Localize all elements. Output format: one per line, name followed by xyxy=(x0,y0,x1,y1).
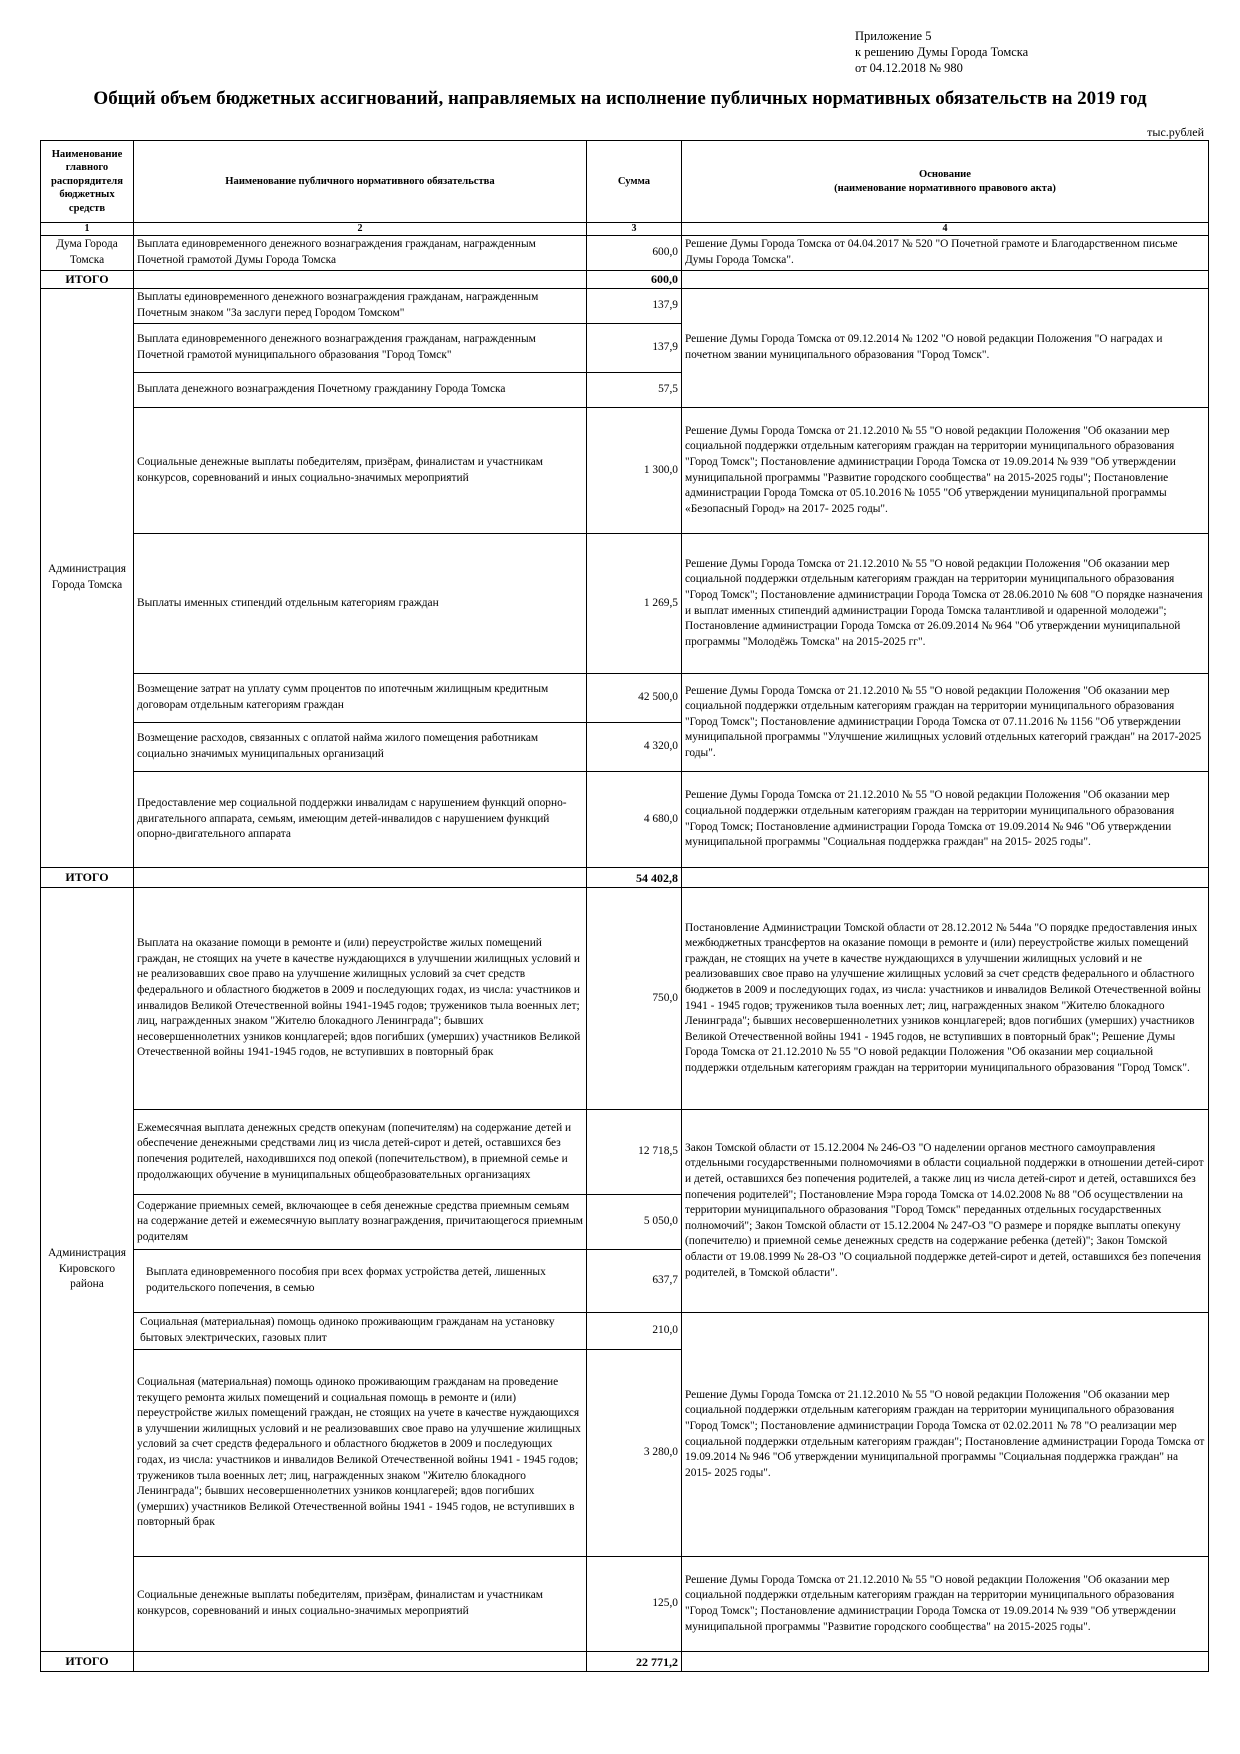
obligation-name: Социальные денежные выплаты победителям, призёрам, финалистам и участникам конкурсов, соревнований и иных социально-значимых мероприятий xyxy=(134,1557,587,1652)
obligation-sum: 600,0 xyxy=(587,236,682,271)
table-row xyxy=(41,772,1209,868)
table-row xyxy=(41,236,1209,271)
obligation-name: Выплата денежного вознаграждения Почетному гражданину Города Томска xyxy=(134,373,587,408)
header-basis-line: (наименование нормативного правового акта) xyxy=(834,182,1056,194)
obligation-sum: 210,0 xyxy=(587,1313,682,1350)
header-col-sum: Сумма xyxy=(587,141,682,223)
obligation-sum: 3 280,0 xyxy=(587,1350,682,1557)
header-col-obligation: Наименование публичного нормативного обязательства xyxy=(134,141,587,223)
obligation-sum: 637,7 xyxy=(587,1250,682,1313)
col-number: 3 xyxy=(587,223,682,236)
distributor-name: Администрация Кировского района xyxy=(41,888,134,1652)
obligation-sum: 4 680,0 xyxy=(587,772,682,868)
obligation-sum: 57,5 xyxy=(587,373,682,408)
total-row xyxy=(41,271,1209,289)
total-row xyxy=(41,1652,1209,1672)
obligation-sum: 1 300,0 xyxy=(587,408,682,534)
obligation-name: Ежемесячная выплата денежных средств опекунам (попечителям) на содержание детей и обеспечение денежными средствами лиц из числа детей-сирот и детей, оставшихся без попечения родителей, находившихся под опекой (попечительством), в приемной семье и продолжающих обучение в муниципальных общеобразовательных организациях xyxy=(134,1110,587,1195)
total-empty xyxy=(682,1652,1209,1672)
total-empty xyxy=(134,868,587,888)
obligation-name: Предоставление мер социальной поддержки инвалидам с нарушением функций опорно-двигательного аппарата, семьям, имеющим детей-инвалидов с нарушением функций опорно-двигательного аппарата xyxy=(134,772,587,868)
header-col-basis xyxy=(682,141,1209,223)
obligation-name: Выплаты именных стипендий отдельным категориям граждан xyxy=(134,534,587,674)
header-col-distributor: Наименование главного распорядителя бюджетных средств xyxy=(41,141,134,223)
column-number-row xyxy=(41,223,1209,236)
table-row xyxy=(41,1110,1209,1195)
table-row xyxy=(41,674,1209,723)
obligation-sum: 137,9 xyxy=(587,289,682,324)
header-basis-line: Основание xyxy=(918,169,971,180)
obligation-sum: 4 320,0 xyxy=(587,723,682,772)
table-row xyxy=(41,408,1209,534)
obligation-name: Возмещение расходов, связанных с оплатой найма жилого помещения работникам социально значимых муниципальных организаций xyxy=(134,723,587,772)
col-number: 1 xyxy=(41,223,134,236)
obligations-table xyxy=(40,140,1209,1672)
obligation-name: Социальная (материальная) помощь одиноко проживающим гражданам на проведение текущего ремонта жилых помещений и социальная помощь в ремонте и (или) переустройстве жилых помещений граждан, не стоящих на учете в качестве нуждающихся в улучшении жилищных условий и не реализовавших свое право на улучшение жилищных условий за счет средств федерального и областного бюджетов в 2009 и последующих годах, из числа: участников и инвалидов Великой Отечественной войны 1941 - 1945 годов; тружеников тыла военных лет; лиц, награжденных знаком "Жителю блокадного Ленинграда"; бывших несовершеннолетних узников концлагерей; вдов погибших (умерших) участников Великой Отечественной войны 1941 - 1945 годов, не вступивших в повторный брак xyxy=(134,1350,587,1557)
obligation-sum: 750,0 xyxy=(587,888,682,1110)
obligation-name: Социальная (материальная) помощь одиноко проживающим гражданам на установку бытовых электрических, газовых плит xyxy=(134,1313,587,1350)
obligation-name: Выплата единовременного денежного вознаграждения гражданам, награжденным Почетной грамотой муниципального образования "Город Томск" xyxy=(134,324,587,373)
obligation-name: Выплата на оказание помощи в ремонте и (или) переустройстве жилых помещений граждан, не стоящих на учете в качестве нуждающихся в улучшении жилищных условий и не реализовавших свое право на улучшение жилищных условий за счет средств федерального и областного бюджетов в 2009 и последующих годах, из числа: участников и инвалидов Великой Отечественной войны 1941-1945 годов; тружеников тыла военных лет; лиц, награжденных знаком "Жителю блокадного Ленинграда"; бывших несовершеннолетних узников концлагерей; вдов погибших (умерших) участников Великой Отечественной войны 1941-1945 годов, не вступивших в повторный брак xyxy=(134,888,587,1110)
document-title: Общий объем бюджетных ассигнований, направляемых на исполнение публичных нормативных обязательств на 2019 год xyxy=(93,88,1147,109)
legal-basis: Решение Думы Города Томска от 21.12.2010 № 55 "О новой редакции Положения "Об оказании мер социальной поддержки отдельным категориям граждан на территории муниципального образования "Город Томск"; Постановление администрации Города Томска от 28.06.2010 № 608 "О порядке назначения и выплат именных стипендий администрации Города Томска талантливой и одаренной молодежи"; Постановление администрации Города Томска от 26.09.2014 № 964 "Об утверждении муниципальной программы "Молодёжь Томска" на 2015-2025 гг". xyxy=(682,534,1209,674)
appendix-line: от 04.12.2018 № 980 xyxy=(855,61,963,75)
legal-basis: Решение Думы Города Томска от 09.12.2014 № 1202 "О новой редакции Положения "О наградах и почетном звании муниципального образования "Город Томск". xyxy=(682,289,1209,408)
obligation-name: Выплата единовременного пособия при всех формах устройства детей, лишенных родительского попечения, в семью xyxy=(134,1250,587,1313)
units-label: тыс.рублей xyxy=(1147,125,1204,139)
obligation-name: Возмещение затрат на уплату сумм процентов по ипотечным жилищным кредитным договорам отдельным категориям граждан xyxy=(134,674,587,723)
col-number: 2 xyxy=(134,223,587,236)
total-empty xyxy=(134,271,587,289)
obligation-name: Содержание приемных семей, включающее в себя денежные средства приемным семьям на содержание детей и ежемесячную выплату вознаграждения, причитающегося приемным родителям xyxy=(134,1195,587,1250)
distributor-name: Администрация Города Томска xyxy=(41,289,134,868)
obligation-sum: 5 050,0 xyxy=(587,1195,682,1250)
appendix-note xyxy=(855,28,1028,76)
total-label: ИТОГО xyxy=(41,271,134,289)
distributor-name: Дума Города Томска xyxy=(41,236,134,271)
table-row xyxy=(41,888,1209,1110)
col-number: 4 xyxy=(682,223,1209,236)
legal-basis: Решение Думы Города Томска от 21.12.2010 № 55 "О новой редакции Положения "Об оказании мер социальной поддержки отдельным категориям граждан на территории муниципального образования "Город Томск"; Постановление администрации Города Томска от 19.09.2014 № 939 "Об утверждении муниципальной программы "Развитие городского сообщества" на 2015-2025 годы". xyxy=(682,1557,1209,1652)
total-empty xyxy=(682,868,1209,888)
obligation-name: Социальные денежные выплаты победителям, призёрам, финалистам и участникам конкурсов, соревнований и иных социально-значимых мероприятий xyxy=(134,408,587,534)
legal-basis: Постановление Администрации Томской области от 28.12.2012 № 544а "О порядке предоставления иных межбюджетных трансфертов на оказание помощи в ремонте и (или) переустройстве жилых помещений граждан, не стоящих на учете в качестве нуждающихся в улучшении жилищных условий и не реализовавших свое право на улучшение жилищных условий за счет средств федерального и областного бюджетов в 2009 и последующих годах, из числа: участников и инвалидов Великой Отечественной войны 1941 - 1945 годов; тружеников тыла военных лет; лиц, награжденных знаком "Жителю блокадного Ленинграда"; бывших несовершеннолетних узников концлагерей; вдов погибших (умерших) участников Великой Отечественной войны 1941 - 1945 годов, не вступивших в повторный брак"; Решение Думы Города Томска от 21.12.2010 № 55 "О новой редакции Положения "Об оказании мер социальной поддержки отдельным категориям граждан на территории муниципального образования "Город Томск". xyxy=(682,888,1209,1110)
obligation-sum: 1 269,5 xyxy=(587,534,682,674)
table-header-row xyxy=(41,141,1209,223)
total-empty xyxy=(682,271,1209,289)
legal-basis: Решение Думы Города Томска от 21.12.2010 № 55 "О новой редакции Положения "Об оказании мер социальной поддержки отдельным категориям граждан на территории муниципального образования "Город Томск"; Постановление администрации Города Томска от 02.02.2011 № 78 "О реализации мер социальной поддержки отдельным категориям граждан"; Постановление администрации Города Томска от 19.09.2014 № 946 "Об утверждении муниципальной программы "Социальная поддержка граждан" на 2015- 2025 годы". xyxy=(682,1313,1209,1557)
table-row xyxy=(41,1313,1209,1350)
legal-basis: Закон Томской области от 15.12.2004 № 246-ОЗ "О наделении органов местного самоуправления отдельными государственными полномочиями в области социальной поддержки в отношении детей-сирот и детей, оставшихся без попечения родителей, а также лиц из числа детей-сирот и детей, оставшихся без попечения родителей"; Постановление Мэра города Томска от 14.02.2008 № 88 "Об осуществлении на территории муниципального образования "Город Томск" переданных отдельных государственных полномочий"; Закон Томской области от 15.12.2004 № 247-ОЗ "О размере и порядке выплаты опекуну (попечителю) и приемной семье денежных средств на содержание ребенка (детей)"; Закон Томской области от 19.08.1999 № 28-ОЗ "О социальной поддержке детей-сирот и детей, оставшихся без попечения родителей, в Томской области". xyxy=(682,1110,1209,1313)
obligation-name: Выплата единовременного денежного вознаграждения гражданам, награжденным Почетной грамотой Думы Города Томска xyxy=(134,236,587,271)
legal-basis: Решение Думы Города Томска от 21.12.2010 № 55 "О новой редакции Положения "Об оказании мер социальной поддержки отдельным категориям граждан на территории муниципального образования "Город Томск"; Постановление администрации Города Томска от 19.09.2014 № 939 "Об утверждении муниципальной программы "Развитие городского сообщества" на 2015-2025 годы"; Постановление администрации Города Томска от 05.10.2016 № 1055 "Об утверждении муниципальной программы «Безопасный Город» на 2017- 2025 годы". xyxy=(682,408,1209,534)
appendix-line: Приложение 5 xyxy=(855,29,932,43)
total-sum: 22 771,2 xyxy=(587,1652,682,1672)
total-row xyxy=(41,868,1209,888)
total-sum: 54 402,8 xyxy=(587,868,682,888)
table-row xyxy=(41,534,1209,674)
table-row xyxy=(41,1557,1209,1652)
total-sum: 600,0 xyxy=(587,271,682,289)
obligation-sum: 12 718,5 xyxy=(587,1110,682,1195)
appendix-line: к решению Думы Города Томска xyxy=(855,45,1029,59)
obligation-sum: 125,0 xyxy=(587,1557,682,1652)
obligation-sum: 42 500,0 xyxy=(587,674,682,723)
legal-basis: Решение Думы Города Томска от 04.04.2017 № 520 "О Почетной грамоте и Благодарственном письме Думы Города Томска". xyxy=(682,236,1209,271)
obligation-sum: 137,9 xyxy=(587,324,682,373)
legal-basis: Решение Думы Города Томска от 21.12.2010 № 55 "О новой редакции Положения "Об оказании мер социальной поддержки отдельным категориям граждан на территории муниципального образования "Город Томск"; Постановление администрации Города Томска от 07.11.2016 № 1156 "Об утверждении муниципальной программы "Улучшение жилищных условий отдельных категорий граждан" на 2017-2025 годы". xyxy=(682,674,1209,772)
total-label: ИТОГО xyxy=(41,868,134,888)
table-row xyxy=(41,289,1209,324)
obligation-name: Выплаты единовременного денежного вознаграждения гражданам, награжденным Почетным знаком "За заслуги перед Городом Томском" xyxy=(134,289,587,324)
total-label: ИТОГО xyxy=(41,1652,134,1672)
legal-basis: Решение Думы Города Томска от 21.12.2010 № 55 "О новой редакции Положения "Об оказании мер социальной поддержки отдельным категориям граждан на территории муниципального образования "Город Томск; Постановление администрации Города Томска от 19.09.2014 № 946 "Об утверждении муниципальной программы "Социальная поддержка граждан" на 2015- 2025 годы". xyxy=(682,772,1209,868)
total-empty xyxy=(134,1652,587,1672)
